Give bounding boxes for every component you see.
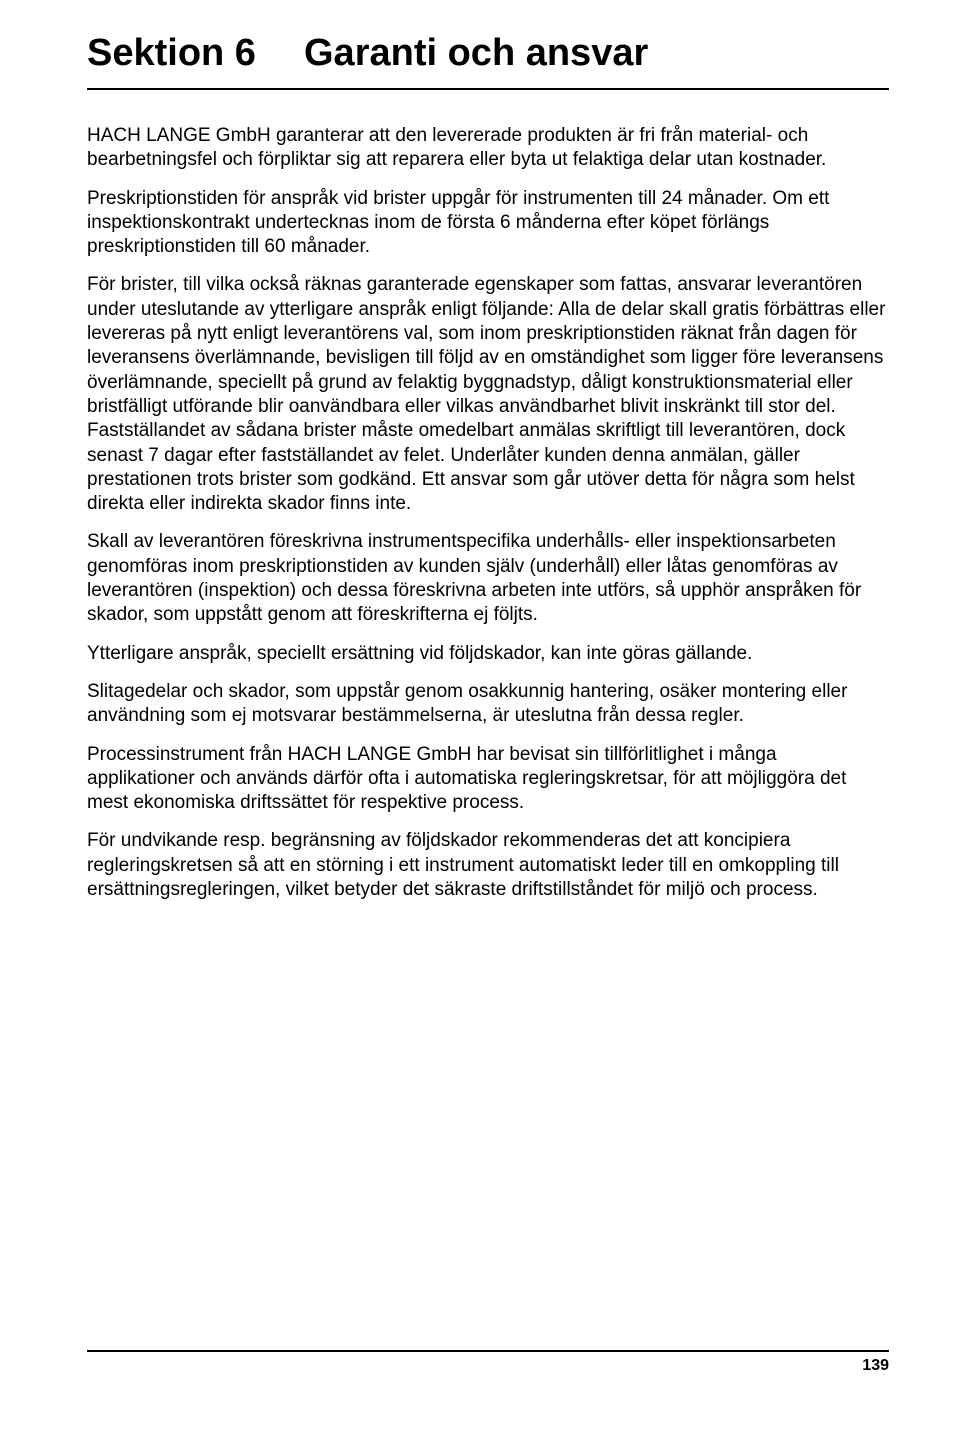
paragraph-maintenance-conditions: Skall av leverantören föreskrivna instrumentspecifika underhålls- eller inspektionsarbeten genomföras inom preskriptionstiden av kunden själv (underhåll) eller låtas genomföras av leverantören (inspektion) och dessa föreskrivna arbeten inte utförs, så upphör anspråken för skador, som uppstått genom att föreskrifterna ej följts. [87,531,862,626]
section-number: Sektion 6 [87,32,256,74]
paragraph-limitation-period: Preskriptionstiden för anspråk vid brister uppgår för instrumenten till 24 månader. Om ett inspektionskontrakt undertecknas inom de första 6 månderna efter köpet förlängs preskriptionstiden till 60 månader. [87,187,830,258]
page-number: 139 [862,1357,889,1374]
footer-divider [87,1350,889,1352]
section-heading [87,30,889,76]
paragraph-wear-parts: Slitagedelar och skador, som uppstår genom osakkunnig hantering, osäker montering eller användning som ej motsvarar bestämmelserna, är uteslutna från dessa regler. [87,680,848,727]
paragraph-defect-liability: För brister, till vilka också räknas garanterade egenskaper som fattas, ansvarar leverantören under uteslutande av ytterligare anspråk enligt följande: Alla de delar skall gratis förbättras eller levereras på nytt enligt leverantörens val, som inom preskriptionstiden räknat från dagen för leveransens överlämnande, bevisligen till följd av en omständighet som ligger före leveransens överlämnande, speciellt på grund av felaktig byggnadstyp, dåligt konstruktionsmaterial eller bristfälligt utförande blir oanvändbara eller vilkas användbarhet blivit inskränkt till stor del. Fastställandet av sådana brister måste omedelbart anmälas skriftligt till leverantören, dock senast 7 dagar efter fastställandet av felet. Underlåter kunden denna anmälan, gäller prestationen trots brister som godkänd. Ett ansvar som går utöver detta för några som helst direkta eller indirekta skador finns inte. [87,274,886,515]
paragraph-warranty-statement: HACH LANGE GmbH garanterar att den levererade produkten är fri från material- och bearbetningsfel och förpliktar sig att reparera eller byta ut felaktiga delar utan kostnader. [87,125,827,171]
section-header [87,30,889,90]
paragraph-process-instruments: Processinstrument från HACH LANGE GmbH har bevisat sin tillförlitlighet i många applikationer och används därför ofta i automatiska regleringskretsar, för att möjliggöra det mest ekonomiska driftssättet för respektive process. [87,743,847,814]
body-text [87,124,889,916]
paragraph-consequential-damages: Ytterligare anspråk, speciellt ersättning vid följdskador, kan inte göras gällande. [87,642,753,664]
paragraph-damage-prevention: För undvikande resp. begränsning av följdskador rekommenderas det att koncipiera regleringskretsen så att en störning i ett instrument automatiskt leder till en omkoppling till ersättningsregleringen, vilket betyder det säkraste driftstillståndet för miljö och process. [87,830,839,901]
section-title: Garanti och ansvar [304,32,649,74]
